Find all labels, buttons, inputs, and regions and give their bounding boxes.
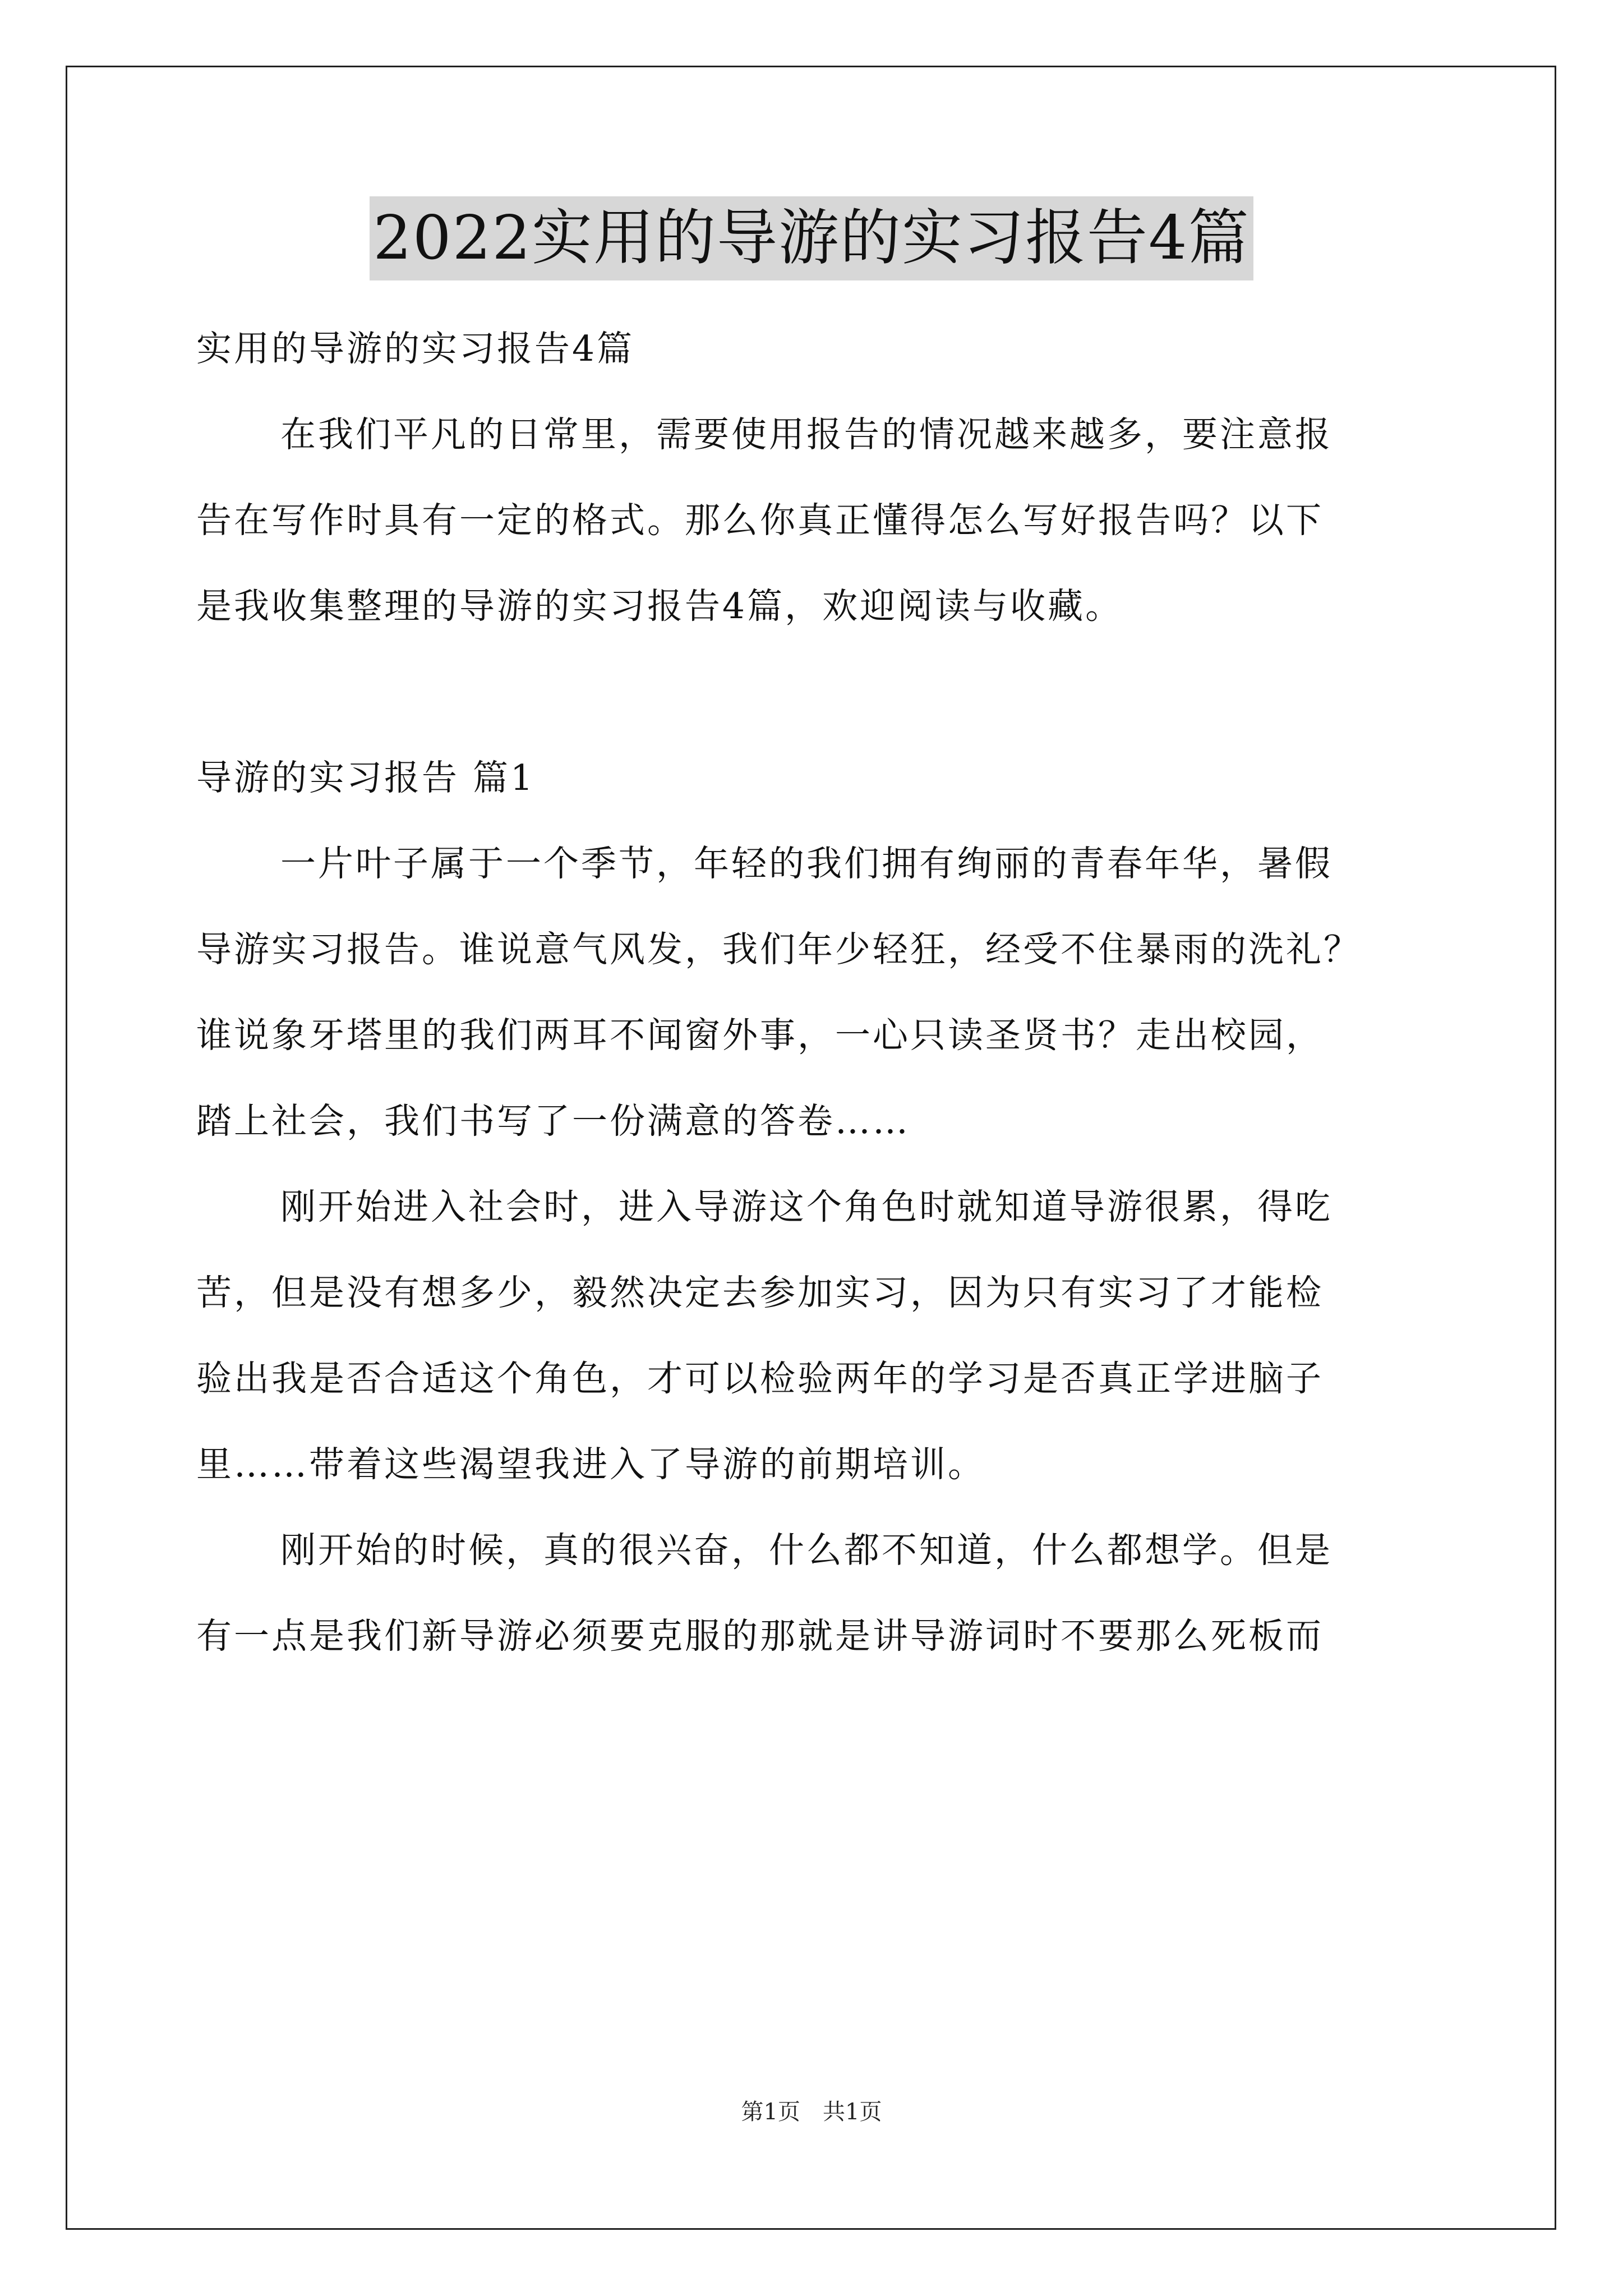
title-container bbox=[0, 196, 1623, 280]
paragraph-line: 导游实习报告。谁说意气风发，我们年少轻狂，经受不住暴雨的洗礼？ bbox=[196, 929, 1361, 970]
paragraph-line: 里……带着这些渴望我进入了导游的前期培训。 bbox=[196, 1444, 985, 1485]
paragraph-gap bbox=[196, 649, 1453, 735]
page-number-total: 共1页 bbox=[823, 2099, 882, 2125]
paragraph-line: 踏上社会，我们书写了一份满意的答卷…… bbox=[196, 1101, 910, 1142]
subtitle-line: 实用的导游的实习报告4篇 bbox=[196, 328, 635, 369]
document-title: 2022实用的导游的实习报告4篇 bbox=[370, 196, 1253, 280]
paragraph-line: 告在写作时具有一定的格式。那么你真正懂得怎么写好报告吗？以下 bbox=[196, 500, 1324, 541]
page-footer bbox=[0, 2095, 1623, 2129]
paragraph-line: 验出我是否合适这个角色，才可以检验两年的学习是否真正学进脑子 bbox=[196, 1358, 1324, 1399]
page-number-current: 第1页 bbox=[741, 2099, 800, 2125]
paragraph-line: 刚开始进入社会时，进入导游这个角色时就知道导游很累，得吃 bbox=[280, 1186, 1332, 1227]
paragraph-line: 有一点是我们新导游必须要克服的那就是讲导游词时不要那么死板而 bbox=[196, 1616, 1324, 1657]
paragraph-line: 苦，但是没有想多少，毅然决定去参加实习，因为只有实习了才能检 bbox=[196, 1272, 1324, 1313]
paragraph-line: 谁说象牙塔里的我们两耳不闻窗外事，一心只读圣贤书？走出校园， bbox=[196, 1015, 1324, 1056]
document-body bbox=[196, 306, 1453, 1679]
paragraph-line: 刚开始的时候，真的很兴奋，什么都不知道，什么都想学。但是 bbox=[280, 1530, 1332, 1571]
paragraph-line: 在我们平凡的日常里，需要使用报告的情况越来越多，要注意报 bbox=[280, 414, 1332, 455]
paragraph-line: 一片叶子属于一个季节，年轻的我们拥有绚丽的青春年华，暑假 bbox=[280, 843, 1332, 884]
paragraph-line: 是我收集整理的导游的实习报告4篇，欢迎阅读与收藏。 bbox=[196, 586, 1123, 627]
section-heading: 导游的实习报告 篇1 bbox=[196, 757, 536, 798]
